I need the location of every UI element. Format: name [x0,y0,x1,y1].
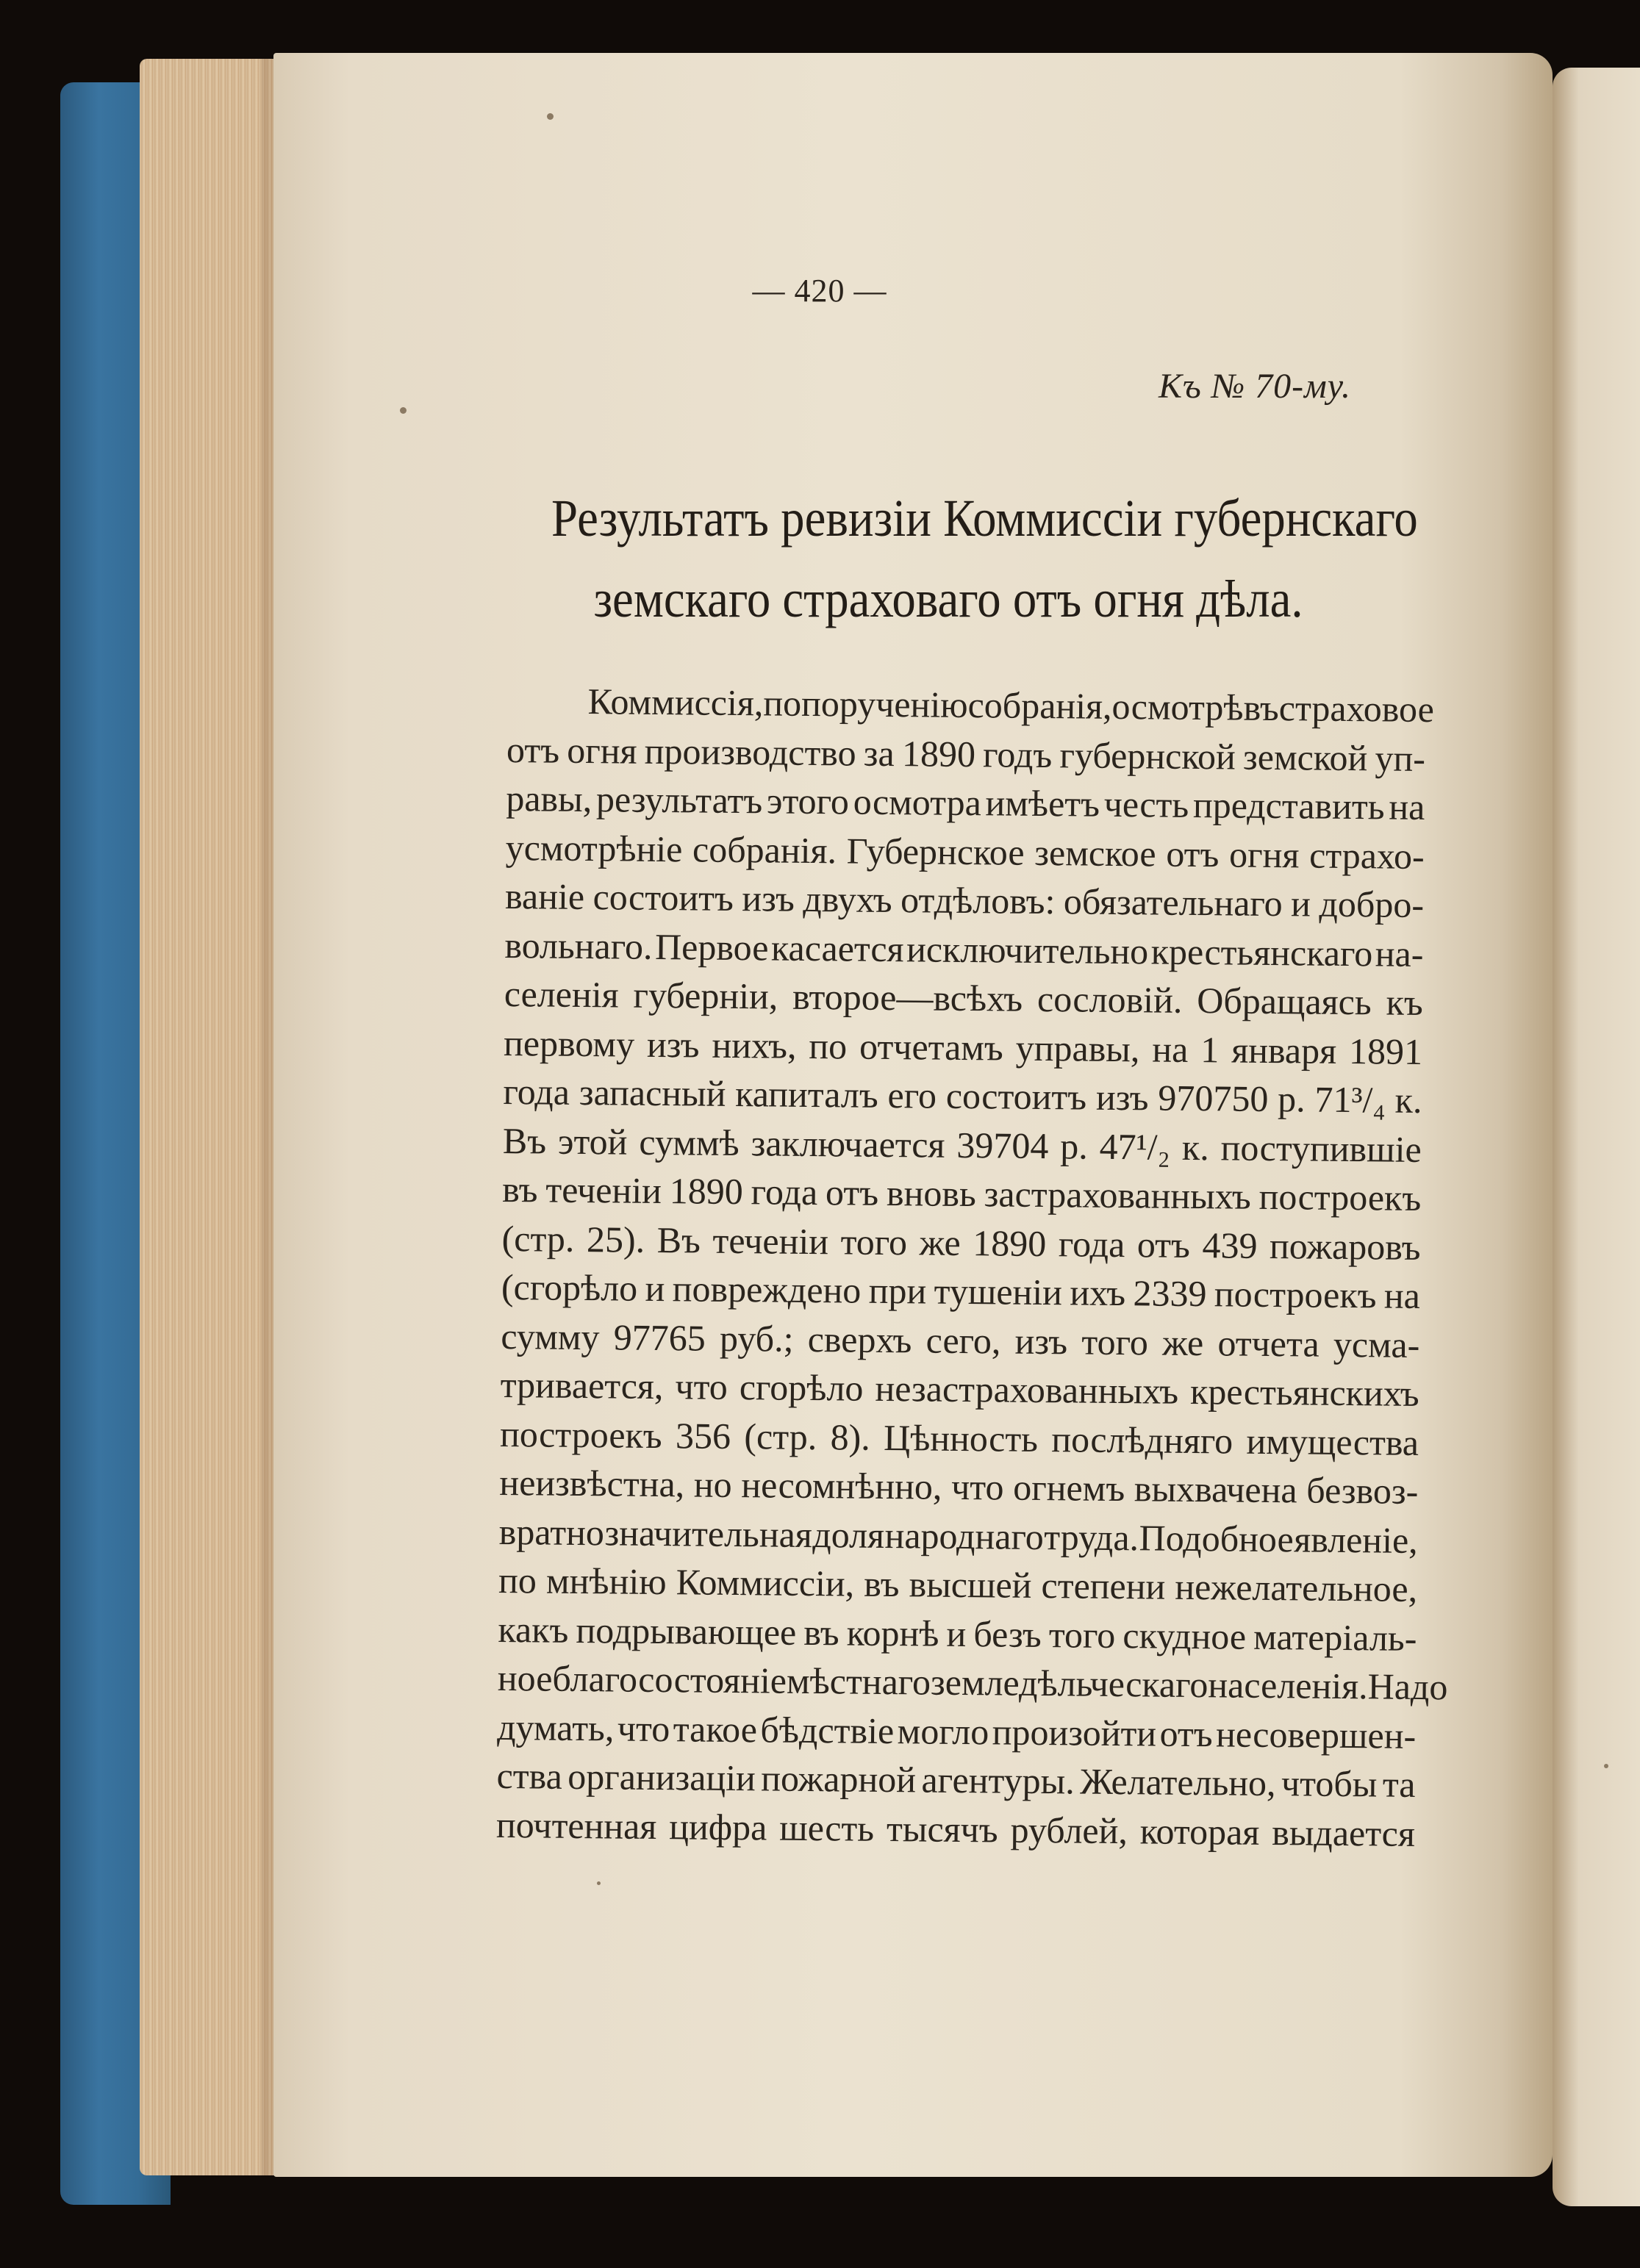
body-word: Въ [656,1219,701,1261]
body-word: Обращаясь [1197,980,1372,1023]
body-word: на [1152,1027,1189,1070]
page-number: — 420 — [752,273,887,309]
body-word: 2339 [1133,1272,1207,1315]
body-word: произойти [992,1710,1157,1754]
body-word: мѣстнаго [786,1659,931,1703]
body-word: безъ [973,1612,1042,1655]
body-word: касается [770,926,904,969]
body-line [504,1018,1423,1075]
body-word: матеріаль- [1253,1615,1417,1659]
body-word: нежелательное, [1175,1565,1418,1610]
body-word: сумму [501,1315,600,1357]
body-word: думать, [497,1706,615,1748]
body-word: что [675,1366,728,1407]
body-line [497,1654,1448,1711]
body-word: почтенная [495,1804,657,1847]
body-word: шесть [779,1806,875,1849]
body-word: 1890 [973,1221,1047,1264]
body-word: капиталъ [734,1073,879,1116]
body-word: крестьянскихъ [1189,1370,1419,1414]
body-word: 39704 [956,1124,1049,1166]
body-word: къ [1386,981,1424,1023]
body-word: к. [1181,1126,1210,1168]
body-word: р. [1277,1078,1306,1120]
body-word: агентуры. [921,1759,1075,1802]
body-word: 25). [586,1218,645,1260]
body-word: 1891 [1348,1030,1423,1072]
body-word: пожаровъ [1269,1224,1421,1268]
body-line [498,1556,1418,1613]
body-line [496,1751,1416,1809]
body-word: бѣдствіе [760,1708,895,1751]
body-word: земской [1242,736,1368,778]
body-word: первому [503,1022,635,1065]
body-word: и [645,1267,665,1310]
body-line [501,1213,1421,1271]
body-word: по [763,682,802,724]
body-word: крестьянскаго [1150,930,1373,974]
body-word: того [1081,1321,1149,1363]
body-word: построекъ [1258,1175,1422,1219]
body-word: которая [1139,1809,1260,1853]
body-word: 47¹/₂ [1099,1125,1171,1168]
reference-label: Къ № 70-му. [1159,367,1351,406]
body-word: января [1231,1028,1337,1072]
body-word: 97765 [613,1316,706,1359]
body-line [502,1165,1422,1222]
body-word: нихъ, [712,1024,797,1066]
body-word: же [919,1221,962,1263]
body-word: тушеніи [934,1270,1063,1313]
body-word: селенія [504,972,619,1016]
page-title [551,478,1418,639]
body-line [506,725,1426,782]
body-word: ное [497,1657,553,1699]
title-line: Результатъ ревизіи Коммиссіи губернскаго [551,489,1418,548]
body-text [495,676,1448,1858]
body-line [501,1263,1421,1320]
body-word: поступившіе [1220,1126,1422,1170]
body-word: ваніе [504,875,585,918]
body-word: 1890 [669,1170,744,1213]
body-word: отчетамъ [859,1025,1004,1068]
body-word: построекъ [1214,1273,1377,1316]
body-word: огня [1228,833,1300,875]
body-word: какъ [498,1608,569,1651]
body-word: изъ [742,878,795,919]
body-word: его [887,1074,937,1116]
body-word: Коммиссія, [587,681,764,724]
body-word: тысячъ [886,1807,998,1850]
body-word: страховое [1278,687,1435,731]
body-word: высшей [909,1563,1032,1606]
body-word: сгорѣло [739,1366,864,1409]
body-word: безвоз- [1306,1469,1419,1512]
body-word: на- [1375,932,1424,975]
body-word: могло [897,1709,989,1752]
body-word: Въ [502,1119,547,1162]
body-word: Надо [1367,1665,1448,1708]
body-word: губернской [1059,733,1236,778]
body-word: несомнѣнно, [741,1464,942,1507]
body-word: годъ [982,733,1053,775]
body-word: организаціи [567,1755,756,1799]
body-line [499,1458,1419,1515]
body-word: равы, [506,777,592,820]
body-line [504,969,1424,1027]
body-line [503,1067,1422,1124]
body-word: собранія. [692,828,837,871]
body-word: Коммиссіи, [676,1561,855,1604]
body-word: повреждено [672,1268,862,1311]
body-word: незастрахованныхъ [875,1367,1179,1412]
body-word: двухъ [803,878,892,921]
body-word: же [1161,1321,1204,1363]
body-word: Первое [654,925,769,968]
body-word: сословій. [1036,977,1183,1021]
body-word: теченіи [712,1219,829,1262]
body-word: та [1382,1763,1416,1805]
body-word: состоитъ [945,1074,1087,1118]
body-word: 356 [675,1414,731,1457]
body-word: (стр. [744,1415,817,1457]
body-word: послѣдняго [1051,1418,1233,1462]
body-word: такое [673,1707,758,1750]
body-word: результатъ [595,778,763,822]
body-word: второе—всѣхъ [792,975,1023,1019]
body-line [497,1702,1417,1759]
body-line [506,774,1425,831]
body-word: представить [1192,783,1385,828]
body-word: что [617,1707,670,1749]
paper-speck [547,113,554,120]
body-word: отъ [1136,1223,1191,1266]
body-word: при [868,1269,927,1312]
body-word: корнѣ [846,1611,939,1654]
body-line [500,1360,1419,1418]
body-word: (стр. [501,1217,575,1260]
body-word: этого [766,780,850,822]
body-word: цифра [669,1805,767,1848]
body-word: имущества [1246,1420,1419,1463]
facing-page-edge [1553,68,1640,2206]
body-word: вратно [498,1510,605,1553]
body-word: 970750 [1158,1077,1269,1119]
body-word: отъ [1166,833,1220,875]
body-word: суммѣ [639,1121,740,1163]
body-word: 1 [1200,1028,1220,1070]
body-word: скудное [1122,1614,1247,1657]
body-word: того [840,1220,908,1263]
body-word: управы, [1015,1027,1140,1069]
body-word: рублей, [1010,1809,1128,1851]
body-word: тривается, [500,1363,664,1407]
body-word: отчета [1217,1321,1319,1365]
body-word: этой [557,1120,628,1163]
body-word: чтобы [1281,1762,1378,1805]
body-word: вольнаго. [504,924,653,967]
body-word: р. [1060,1124,1089,1167]
body-word: въ [803,1611,839,1653]
body-word: 1890 [901,732,976,775]
body-word: выхвачена [1134,1468,1297,1511]
body-word: года [503,1070,570,1113]
body-word: губерніи, [633,974,778,1017]
body-word: отъ [506,728,560,771]
body-word: обязательнаго [1063,880,1283,925]
body-line [499,1507,1419,1564]
body-word: исключительно [906,927,1149,972]
body-word: 439 [1202,1224,1258,1266]
body-word: страхо- [1308,833,1425,877]
body-word: сверхъ [807,1318,912,1360]
body-word: подрывающее [576,1609,797,1653]
body-word: 8). [830,1415,871,1458]
body-word: отъ [1159,1712,1213,1754]
body-line [504,920,1424,977]
paper-speck [1604,1764,1608,1768]
body-word: состоитъ [592,876,734,919]
body-word: имѣетъ [985,782,1100,825]
body-word: отъ [825,1171,879,1213]
body-word: по [498,1559,537,1601]
body-word: Желательно, [1079,1760,1276,1804]
body-word: сего, [925,1319,1001,1361]
paper-speck [400,407,407,414]
body-word: руб.; [719,1317,794,1360]
body-word: пожарной [761,1757,917,1801]
body-word: уп- [1375,736,1426,779]
body-word: ихъ [1070,1271,1126,1314]
body-word: мнѣнію [545,1560,667,1603]
body-word: неизвѣстна, [499,1461,685,1505]
body-word: усма- [1333,1323,1420,1366]
body-word: что [950,1465,1004,1508]
body-word: въ [502,1168,538,1210]
body-line [500,1409,1419,1466]
body-word: но [693,1463,732,1505]
body-word: выдается [1271,1811,1416,1854]
body-word: вновь [886,1171,977,1215]
body-line [503,1116,1422,1173]
body-line [498,1604,1417,1662]
body-word: на [1383,1274,1421,1316]
body-word: запасный [579,1071,726,1114]
paper-speck [597,1881,601,1885]
body-word: степени [1041,1565,1166,1607]
body-word: года [751,1171,818,1213]
body-line [505,822,1425,880]
body-word: честь [1103,783,1189,825]
body-word: года [1058,1222,1125,1265]
body-word: за [863,732,895,774]
body-word: на [1389,786,1425,828]
body-word: изъ [1095,1076,1149,1119]
body-word: (сгорѣло [501,1266,638,1309]
body-word: построекъ [499,1413,662,1456]
body-word: производство [644,730,856,774]
body-word: труда. [1044,1515,1139,1558]
body-word: несовершен- [1215,1712,1417,1756]
body-word: и [946,1612,967,1654]
body-word: значительная [604,1511,813,1555]
body-line [505,872,1425,929]
body-word: Цѣнность [883,1416,1039,1460]
body-word: застрахованныхъ [984,1173,1252,1217]
title-line: земскаго страховаго отъ огня дѣла. [593,570,1303,628]
body-word: 71³/₄ [1314,1078,1386,1121]
body-line [496,1800,1416,1857]
body-word: заключается [751,1122,945,1166]
body-word: собранія, [967,684,1112,727]
body-word: порученію [801,682,968,726]
body-word: земское [1034,831,1156,874]
body-word: въ [864,1562,900,1605]
body-word: ства [496,1754,563,1797]
body-word: по [809,1024,848,1066]
body-word: того [1048,1613,1116,1656]
body-word: огня [567,729,637,772]
body-line [501,1311,1420,1368]
body-word: и [1290,883,1311,925]
body-word: огнемъ [1012,1466,1125,1510]
body-line [506,676,1435,733]
body-word: явленіе, [1293,1518,1418,1561]
body-word: изъ [1014,1320,1068,1362]
body-word: благосостояніе [552,1657,787,1701]
body-word: усмотрѣніе [505,826,683,869]
body-word: доля [812,1513,885,1556]
body-word: народнаго [884,1514,1045,1557]
body-word: изъ [646,1023,700,1066]
body-word: добро- [1319,883,1425,925]
body-word: Губернское [846,829,1025,873]
body-word: к. [1394,1079,1422,1121]
body-word: Подобное [1139,1516,1295,1560]
body-word: земледѣльческаго [930,1661,1208,1706]
body-word: теченіи [545,1169,662,1212]
body-word: осмотра [853,780,982,824]
body-word: осмотрѣвъ [1111,685,1280,729]
body-word: отдѣловъ: [900,879,1056,922]
body-word: населенія. [1208,1664,1368,1707]
